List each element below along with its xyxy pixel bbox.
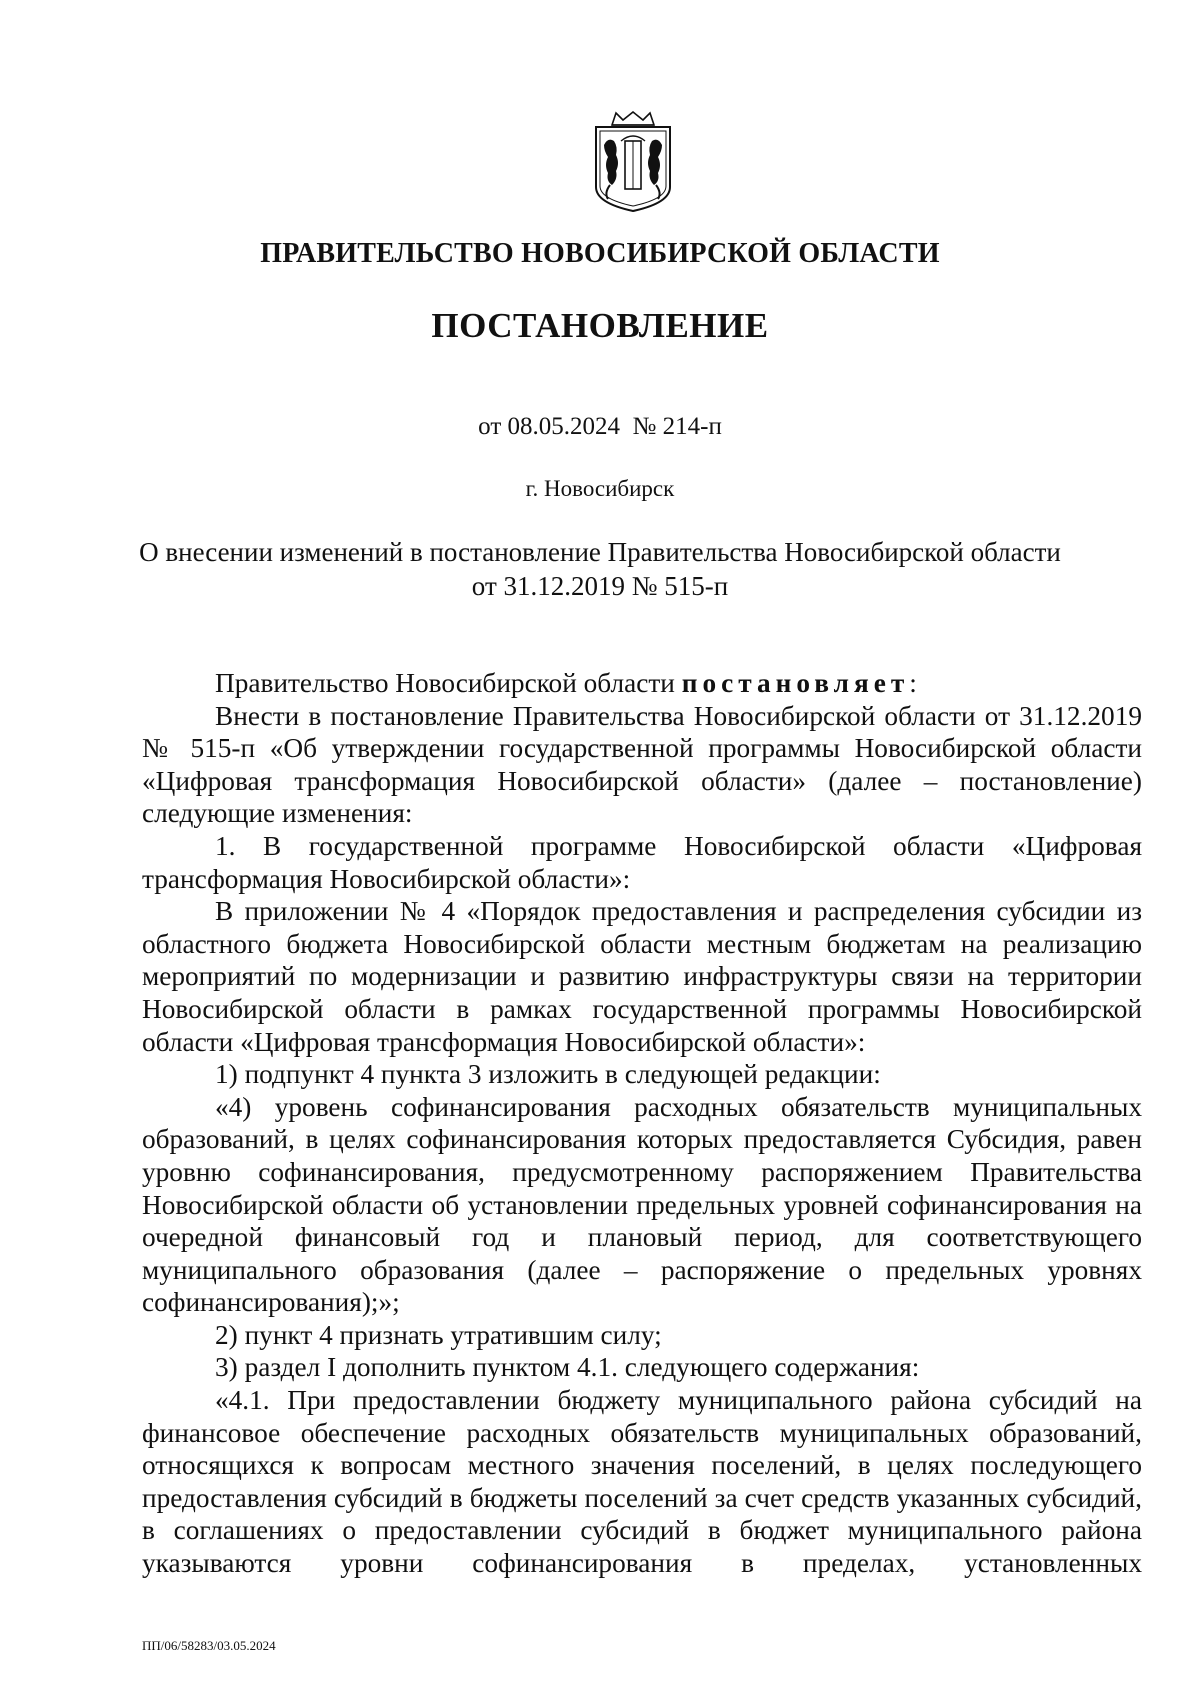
document-type: ПОСТАНОВЛЕНИЕ: [431, 306, 769, 345]
document-title-line-1: О внесении изменений в постановление Правительства Новосибирской области: [139, 537, 1061, 567]
paragraph-appendix-4: В приложении № 4 «Порядок предоставления и распределения субсидии из областного бюджета Новосибирской области местным бюджетам на реализацию мероприятий по модернизации и развитию инфраструктуры связи на территории Новосибирской области в рамках государственной программы Новосибирской области «Цифровая трансформация Новосибирской области»:: [142, 896, 1142, 1057]
paragraph-subitem-1: 1) подпункт 4 пункта 3 изложить в следующей редакции:: [215, 1059, 881, 1090]
paragraph-subitem-2: 2) пункт 4 признать утратившим силу;: [215, 1319, 662, 1350]
footer-code: ПП/06/58283/03.05.2024: [142, 1638, 276, 1653]
document-body: [142, 667, 1142, 1580]
intro-prefix: Правительство Новосибирской области: [215, 668, 682, 698]
paragraph-amend: Внести в постановление Правительства Новосибирской области от 31.12.2019 № 515-п «Об утверждении государственной программы Новосибирской области «Цифровая трансформация Новосибирской области» (далее – постановление) следующие изменения:: [142, 700, 1142, 829]
intro-paragraph: [142, 667, 1142, 700]
date-and-number: от 08.05.2024 № 214-п: [478, 413, 722, 440]
paragraph-subitem-3: 3) раздел I дополнить пунктом 4.1. следующего содержания:: [215, 1352, 920, 1383]
paragraph-quote-4: «4) уровень софинансирования расходных обязательств муниципальных образований, в целях софинансирования которых предоставляется Субсидия, равен уровню софинансирования, предусмотренному распоряжением Правительства Новосибирской области об установлении предельных уровней софинансирования на очередной финансовый год и плановый период, для соответствующего муниципального образования (далее – распоряжение о предельных уровнях софинансирования);»;: [142, 1091, 1142, 1318]
coat-of-arms-icon: [590, 111, 676, 213]
intro-suffix: :: [909, 668, 917, 698]
city: г. Новосибирск: [525, 476, 675, 501]
paragraph-item-1: 1. В государственной программе Новосибирской области «Цифровая трансформация Новосибирской области»:: [142, 830, 1142, 894]
document-title: [0, 535, 1200, 603]
document-title-line-2: от 31.12.2019 № 515-п: [471, 571, 729, 601]
paragraph-quote-4-1: «4.1. При предоставлении бюджету муниципального района субсидий на финансовое обеспечение расходных обязательств муниципальных образований, относящихся к вопросам местного значения поселений, в целях последующего предоставления субсидий в бюджеты поселений за счет средств указанных субсидий, в соглашениях о предоставлении субсидий в бюджет муниципального района указываются уровни софинансирования в пределах, установленных: [142, 1385, 1142, 1579]
organization-title: ПРАВИТЕЛЬСТВО НОВОСИБИРСКОЙ ОБЛАСТИ: [260, 238, 940, 269]
intro-resolves: постановляет: [681, 668, 910, 698]
